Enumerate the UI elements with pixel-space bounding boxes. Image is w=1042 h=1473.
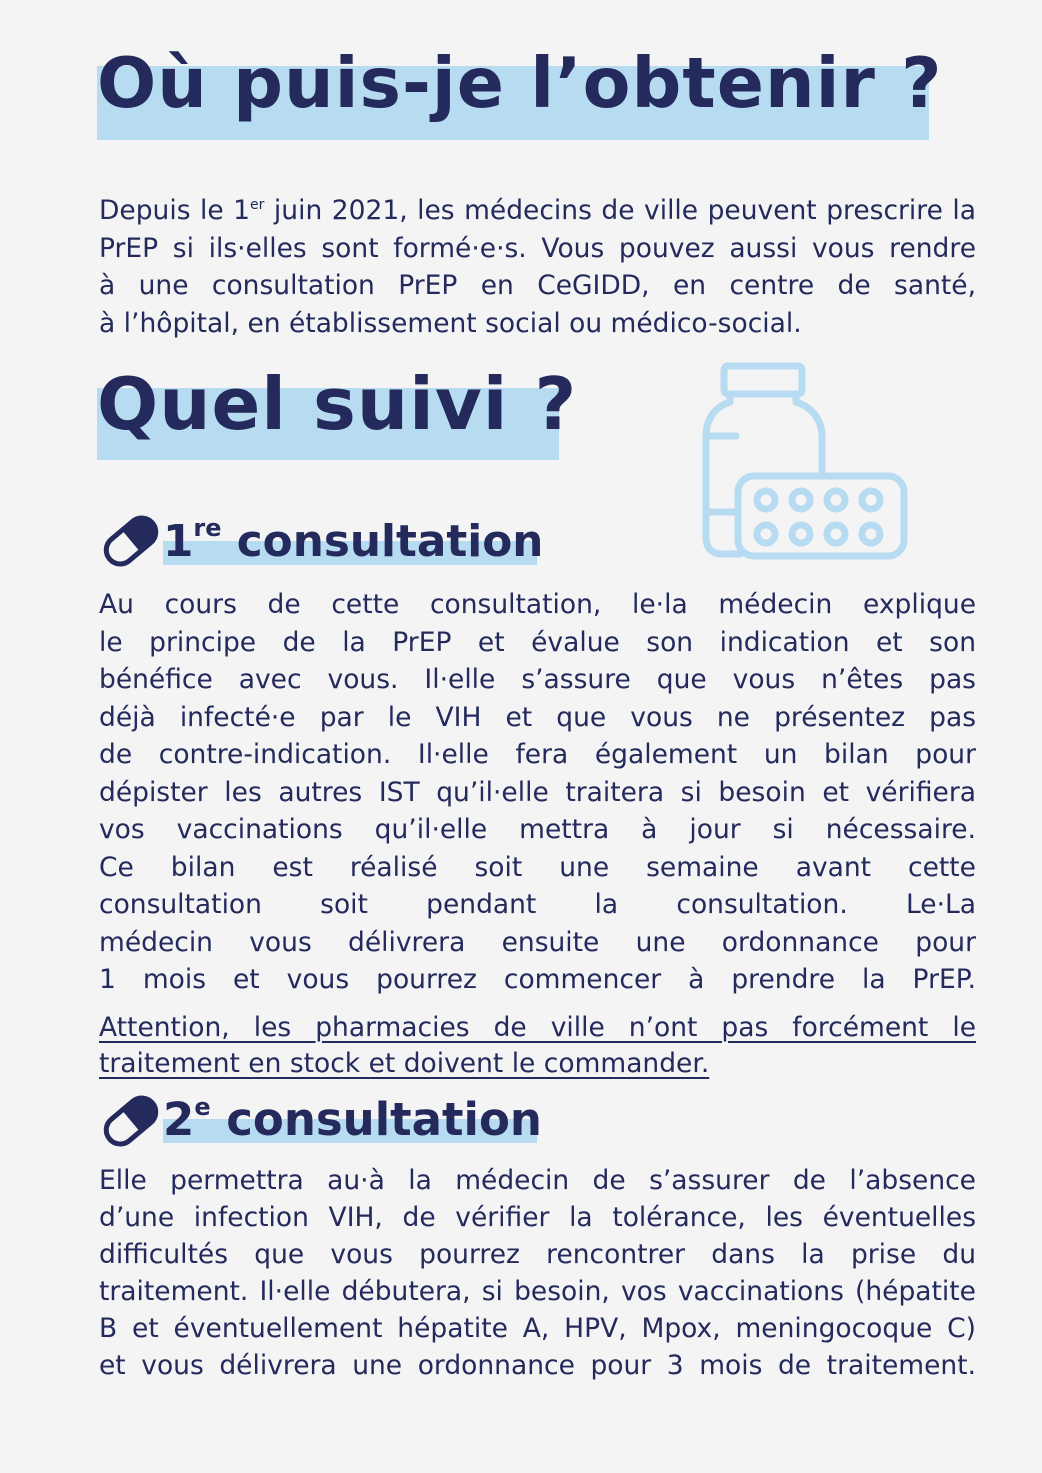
medication-illustration-icon [700, 362, 910, 562]
paragraph-line: médecin vous délivrera ensuite une ordonnance pour [99, 926, 976, 958]
paragraph-line: 1 mois et vous pourrez commencer à prendre la PrEP. [99, 964, 976, 995]
capsule-icon [101, 513, 161, 569]
paragraph-line: difficultés que vous pourrez rencontrer dans la prise du [99, 1239, 976, 1270]
paragraph-line: et vous délivrera une ordonnance pour 3 mois de traitement. [99, 1350, 976, 1381]
intro-line: à une consultation PrEP en CeGIDD, en centre de santé, [99, 270, 976, 301]
intro-line: à l’hôpital, en établissement social ou médico-social. [99, 307, 802, 339]
second-consultation-paragraph [99, 1162, 976, 1384]
paragraph-line: consultation soit pendant la consultation. Le·La [99, 889, 976, 920]
first-consultation-paragraph [99, 586, 976, 999]
paragraph-line: d’une infection VIH, de vérifier la tolérance, les éventuelles [99, 1202, 976, 1233]
paragraph-line: Au cours de cette consultation, le·la médecin explique [99, 589, 976, 620]
intro-line: Depuis le 1er juin 2021, les médecins de ville peuvent prescrire la [99, 195, 976, 226]
section-title-where: Où puis-je l’obtenir ? [97, 43, 943, 124]
capsule-icon [101, 1093, 161, 1149]
paragraph-line: déjà infecté·e par le VIH et que vous ne présentez pas [99, 701, 976, 733]
paragraph-line: de contre-indication. Il·elle fera également un bilan pour [99, 739, 976, 770]
subtitle-second-consultation: 2e consultation [163, 1093, 542, 1146]
subtitle-first-consultation: 1re consultation [163, 514, 544, 567]
paragraph-line: Elle permettra au·à la médecin de s’assurer de l’absence [99, 1165, 976, 1196]
warning-line: Attention, les pharmacies de ville n’ont pas forcément le [99, 1012, 976, 1043]
paragraph-line: B et éventuellement hépatite A, HPV, Mpox, meningocoque C) [99, 1313, 976, 1344]
paragraph-line: vos vaccinations qu’il·elle mettra à jour si nécessaire. [99, 814, 976, 845]
paragraph-line: le principe de la PrEP et évalue son indication et son [99, 626, 976, 658]
paragraph-line: Ce bilan est réalisé soit une semaine avant cette [99, 851, 976, 883]
paragraph-line: bénéfice avec vous. Il·elle s’assure que vous n’êtes pas [99, 664, 976, 695]
paragraph-line: dépister les autres IST qu’il·elle traitera si besoin et vérifiera [99, 776, 976, 808]
intro-paragraph [99, 192, 976, 342]
warning-line: traitement en stock et doivent le commander. [99, 1048, 710, 1079]
paragraph-line: traitement. Il·elle débutera, si besoin, vos vaccinations (hépatite [99, 1276, 976, 1307]
pharmacy-warning [99, 1010, 976, 1082]
intro-line: PrEP si ils·elles sont formé·e·s. Vous pouvez aussi vous rendre [99, 232, 976, 264]
section-title-followup: Quel suivi ? [97, 362, 578, 446]
